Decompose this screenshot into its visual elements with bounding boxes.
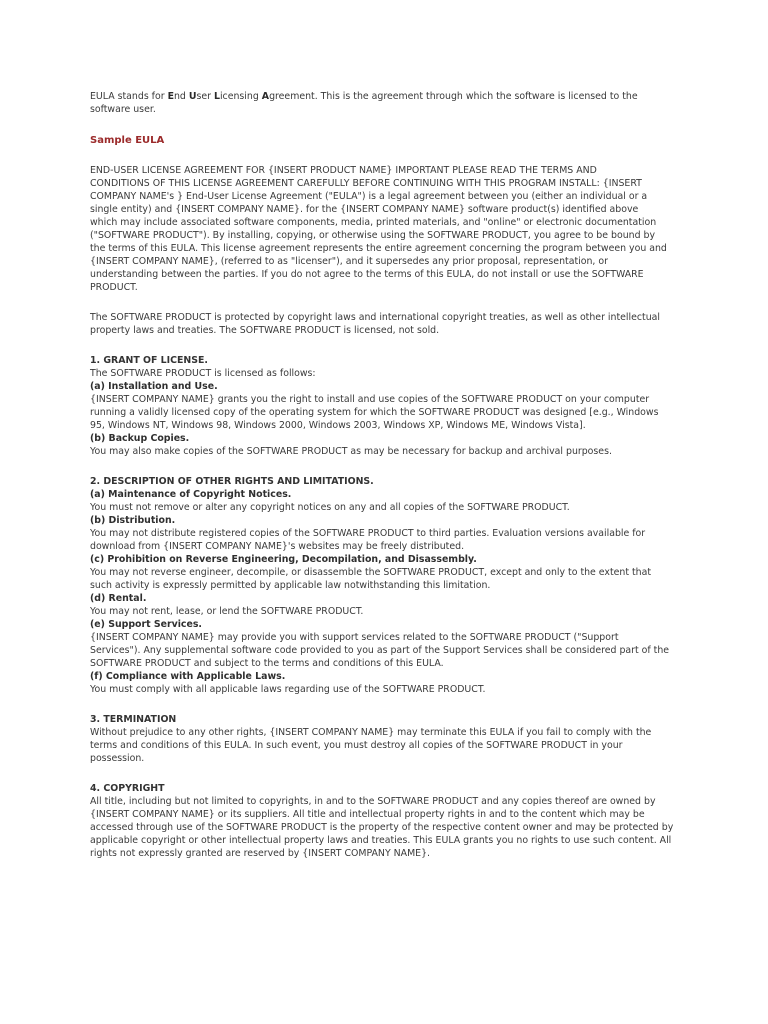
subsection-title: (b) Backup Copies. <box>90 433 190 444</box>
subsection-text: You may not reverse engineer, decompile, or disassemble the SOFTWARE PRODUCT, except and only to the extent that such activity is expressly permitted by applicable law notwithstanding this limitation. <box>90 567 652 591</box>
document-page <box>90 90 680 877</box>
section-title: 3. TERMINATION <box>90 714 177 725</box>
subsection-title: (d) Rental. <box>90 593 147 604</box>
subsection-title: (a) Maintenance of Copyright Notices. <box>90 489 292 500</box>
subsection-title: (b) Distribution. <box>90 515 176 526</box>
subsection-text: {INSERT COMPANY NAME} grants you the right to install and use copies of the SOFTWARE PRODUCT on your computer running a validly licensed copy of the operating system for which the SOFTWARE PRODUCT was designed [e.g., Windows 95, Windows NT, Windows 98, Windows 2000, Windows 2003, Windows XP, Windows ME, Windows Vista]. <box>90 394 659 431</box>
sample-eula-heading: Sample EULA <box>90 135 165 146</box>
intro-paragraph: EULA stands for End User Licensing Agreement. This is the agreement through which the software is licensed to the software user. <box>90 91 638 115</box>
section-other-rights <box>90 475 680 696</box>
section-text: All title, including but not limited to copyrights, in and to the SOFTWARE PRODUCT and any copies thereof are owned by {INSERT COMPANY NAME} or its suppliers. All title and intellectual property rights in and to the content which may be accessed through use of the SOFTWARE PRODUCT is the property of the respective content owner and may be protected by applicable copyright or other intellectual property laws and treaties. This EULA grants you no rights to use such content. All rights not expressly granted are reserved by {INSERT COMPANY NAME}. <box>90 796 674 859</box>
section-title: 2. DESCRIPTION OF OTHER RIGHTS AND LIMITATIONS. <box>90 476 374 487</box>
preamble-paragraph: END-USER LICENSE AGREEMENT FOR {INSERT PRODUCT NAME} IMPORTANT PLEASE READ THE TERMS AND CONDITIONS OF THIS LICENSE AGREEMENT CAREFULLY BEFORE CONTINUING WITH THIS PROGRAM INSTALL: {INSERT COMPANY NAME's } End-User License Agreement ("EULA") is a legal agreement between you (either an individual or a single entity) and {INSERT COMPANY NAME}. for the {INSERT COMPANY NAME} software product(s) identified above which may include associated software components, media, printed materials, and "online" or electronic documentation ("SOFTWARE PRODUCT"). By installing, copying, or otherwise using the SOFTWARE PRODUCT, you agree to be bound by the terms of this EULA. This license agreement represents the entire agreement concerning the program between you and {INSERT COMPANY NAME}, (referred to as "licenser"), and it supersedes any prior proposal, representation, or understanding between the parties. If you do not agree to the terms of this EULA, do not install or use the SOFTWARE PRODUCT. <box>90 165 667 293</box>
subsection-text: You may not distribute registered copies of the SOFTWARE PRODUCT to third parties. Evaluation versions available for download from {INSERT COMPANY NAME}'s websites may be freely distributed. <box>90 528 646 552</box>
section-text: Without prejudice to any other rights, {INSERT COMPANY NAME} may terminate this EULA if you fail to comply with the terms and conditions of this EULA. In such event, you must destroy all copies of the SOFTWARE PRODUCT in your possession. <box>90 727 652 764</box>
subsection-title: (c) Prohibition on Reverse Engineering, Decompilation, and Disassembly. <box>90 554 477 565</box>
section-copyright <box>90 782 680 860</box>
subsection-title: (e) Support Services. <box>90 619 202 630</box>
subsection-title: (f) Compliance with Applicable Laws. <box>90 671 286 682</box>
subsection-text: You must comply with all applicable laws regarding use of the SOFTWARE PRODUCT. <box>90 684 486 695</box>
section-termination <box>90 713 680 765</box>
subsection-title: (a) Installation and Use. <box>90 381 218 392</box>
subsection-text: You must not remove or alter any copyright notices on any and all copies of the SOFTWARE PRODUCT. <box>90 502 570 513</box>
subsection-text: You may also make copies of the SOFTWARE PRODUCT as may be necessary for backup and archival purposes. <box>90 446 612 457</box>
section-title: 4. COPYRIGHT <box>90 783 165 794</box>
protected-paragraph: The SOFTWARE PRODUCT is protected by copyright laws and international copyright treaties, as well as other intellectual property laws and treaties. The SOFTWARE PRODUCT is licensed, not sold. <box>90 312 660 336</box>
section-grant-of-license <box>90 354 680 458</box>
section-title: 1. GRANT OF LICENSE. <box>90 355 208 366</box>
subsection-text: {INSERT COMPANY NAME} may provide you with support services related to the SOFTWARE PRODUCT ("Support Services"). Any supplemental software code provided to you as part of the Support Services shall be considered part of the SOFTWARE PRODUCT and subject to the terms and conditions of this EULA. <box>90 632 670 669</box>
section-text: The SOFTWARE PRODUCT is licensed as follows: <box>90 368 316 379</box>
subsection-text: You may not rent, lease, or lend the SOFTWARE PRODUCT. <box>90 606 364 617</box>
